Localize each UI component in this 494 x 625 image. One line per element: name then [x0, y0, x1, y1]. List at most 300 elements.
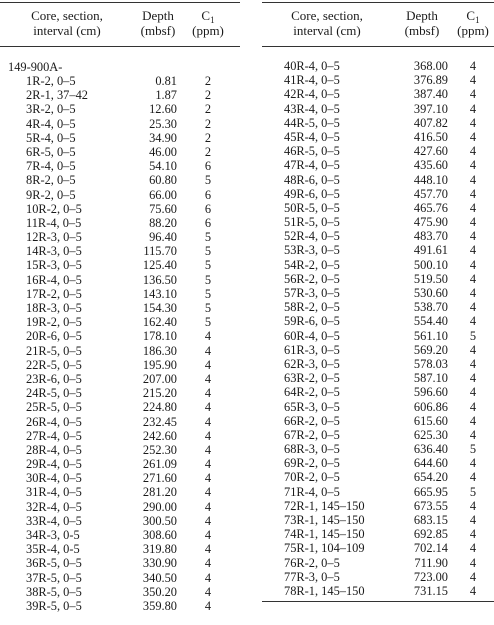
table-row — [262, 300, 494, 314]
core-cell: 43R-4, 0–5 — [284, 101, 340, 116]
c1-cell: 4 — [204, 598, 212, 613]
header-rule — [262, 46, 494, 47]
depth-cell: 271.60 — [142, 471, 177, 486]
table-row — [0, 471, 240, 485]
core-cell: 73R-1, 145–150 — [284, 513, 365, 527]
depth-cell: 615.60 — [413, 413, 448, 428]
depth-cell: 319.80 — [142, 542, 177, 557]
depth-cell: 232.45 — [142, 414, 177, 429]
c1-cell: 4 — [469, 470, 477, 485]
core-cell: 51R-5, 0–5 — [284, 215, 340, 230]
depth-cell: 376.89 — [413, 73, 448, 88]
core-cell: 61R-3, 0–5 — [284, 342, 340, 357]
depth-cell: 683.15 — [413, 513, 448, 527]
core-cell: 52R-4, 0–5 — [284, 229, 340, 244]
table-row — [262, 272, 494, 286]
c1-cell: 2 — [204, 74, 212, 88]
core-cell: 46R-5, 0–5 — [284, 144, 340, 159]
table-row — [0, 287, 240, 301]
c1-cell: 4 — [204, 457, 212, 472]
depth-cell: 178.10 — [142, 329, 177, 344]
table-row — [0, 301, 240, 315]
depth-cell: 281.20 — [142, 485, 177, 500]
core-cell: 40R-4, 0–5 — [284, 59, 340, 73]
table-row — [262, 229, 494, 243]
depth-cell: 554.40 — [413, 314, 448, 329]
depth-cell: 561.10 — [413, 328, 448, 343]
c1-cell: 4 — [204, 386, 212, 401]
depth-cell: 88.20 — [149, 215, 177, 230]
c1-cell: 4 — [204, 556, 212, 571]
core-cell: 42R-4, 0–5 — [284, 87, 340, 102]
core-cell: 48R-6, 0–5 — [284, 172, 340, 187]
depth-cell: 252.30 — [142, 442, 177, 457]
c1-header-line1: $C_1$ — [201, 8, 215, 25]
site-label: 149-900A- — [8, 60, 63, 74]
core-cell: 35R-4, 0-5 — [26, 542, 80, 557]
c1-cell: 4 — [204, 528, 212, 542]
table-row — [0, 216, 240, 230]
c1-cell: 4 — [469, 243, 477, 258]
depth-cell: 397.10 — [413, 101, 448, 116]
table-row — [0, 415, 240, 429]
core-cell: 76R-2, 0–5 — [284, 555, 340, 570]
depth-cell: 368.00 — [413, 59, 448, 73]
depth-header-line2: (mbsf) — [140, 23, 176, 38]
c1-cell: 4 — [204, 542, 212, 557]
c1-cell: 4 — [469, 399, 477, 414]
c1-cell: 4 — [469, 456, 477, 471]
core-cell: 23R-6, 0–5 — [26, 371, 82, 386]
c1-header-line2: (ppm) — [192, 23, 224, 38]
table-row — [0, 258, 240, 272]
depth-cell: 330.90 — [142, 556, 177, 571]
core-cell: 45R-4, 0–5 — [284, 129, 340, 144]
depth-cell: 491.61 — [413, 243, 448, 258]
depth-cell: 427.60 — [413, 144, 448, 159]
table-row — [0, 117, 240, 131]
c1-cell: 5 — [469, 442, 477, 457]
c1-cell: 4 — [469, 200, 477, 215]
table-row — [0, 358, 240, 372]
table-row — [262, 570, 494, 584]
core-cell: 78R-1, 145–150 — [284, 583, 365, 598]
depth-cell: 500.10 — [413, 257, 448, 272]
table-row — [262, 527, 494, 541]
c1-cell: 4 — [469, 385, 477, 400]
depth-cell: 407.82 — [413, 115, 448, 130]
depth-cell: 261.09 — [142, 457, 177, 472]
core-cell: 63R-2, 0–5 — [284, 371, 340, 386]
c1-cell: 4 — [469, 257, 477, 272]
c1-cell: 4 — [204, 343, 212, 358]
depth-header-line1: Depth — [406, 8, 438, 23]
core-cell: 77R-3, 0–5 — [284, 569, 340, 584]
bottom-rule — [262, 601, 494, 602]
depth-cell: 711.90 — [414, 555, 448, 570]
table-header — [262, 8, 494, 42]
depth-cell: 530.60 — [413, 286, 448, 300]
c1-cell: 4 — [469, 513, 477, 527]
depth-cell: 66.00 — [149, 187, 177, 202]
c1-cell: 4 — [469, 342, 477, 357]
core-cell: 21R-5, 0–5 — [26, 343, 82, 358]
right-rows — [262, 59, 494, 598]
depth-cell: 290.00 — [142, 499, 177, 514]
core-cell: 25R-5, 0–5 — [26, 400, 82, 415]
depth-cell: 308.60 — [142, 528, 177, 542]
left-rows — [0, 74, 240, 613]
c1-cell: 4 — [469, 427, 477, 442]
table-row — [262, 130, 494, 144]
c1-cell: 4 — [469, 215, 477, 230]
core-cell: 14R-3, 0–5 — [26, 244, 82, 259]
core-cell: 24R-5, 0–5 — [26, 386, 82, 401]
table-row — [0, 585, 240, 599]
table-row — [0, 159, 240, 173]
c1-cell: 4 — [469, 300, 477, 315]
table-row — [0, 131, 240, 145]
c1-cell: 2 — [204, 116, 212, 131]
top-rule — [262, 2, 494, 3]
table-header — [0, 8, 240, 42]
table-row — [0, 457, 240, 471]
c1-cell: 4 — [469, 229, 477, 244]
depth-cell: 136.50 — [142, 272, 177, 287]
depth-cell: 731.15 — [413, 583, 448, 598]
depth-cell: 350.20 — [142, 584, 177, 599]
core-cell: 67R-2, 0–5 — [284, 427, 340, 442]
header-rule — [0, 46, 240, 47]
depth-cell: 465.76 — [413, 200, 448, 215]
core-cell: 11R-4, 0–5 — [26, 215, 82, 230]
table-row — [262, 371, 494, 385]
table-row — [262, 541, 494, 555]
core-cell: 64R-2, 0–5 — [284, 385, 340, 400]
depth-cell: 448.10 — [413, 172, 448, 187]
table-row — [262, 442, 494, 456]
table-row — [262, 385, 494, 399]
depth-cell: 538.70 — [413, 300, 448, 315]
core-cell: 15R-3, 0–5 — [26, 258, 82, 273]
depth-cell: 125.40 — [142, 258, 177, 273]
core-cell: 66R-2, 0–5 — [284, 413, 340, 428]
depth-cell: 519.50 — [413, 271, 448, 286]
depth-cell: 186.30 — [142, 343, 177, 358]
table-row — [0, 400, 240, 414]
core-cell: 4R-4, 0–5 — [26, 116, 76, 131]
c1-header-line2: (ppm) — [457, 23, 489, 38]
c1-cell: 5 — [204, 230, 212, 245]
c1-cell: 4 — [469, 186, 477, 201]
depth-cell: 215.20 — [142, 386, 177, 401]
depth-header — [394, 8, 450, 38]
c1-cell: 5 — [204, 301, 212, 315]
core-cell: 72R-1, 145–150 — [284, 498, 365, 513]
top-rule — [0, 2, 240, 3]
depth-cell: 483.70 — [413, 229, 448, 244]
depth-cell: 207.00 — [142, 371, 177, 386]
core-cell: 62R-3, 0–5 — [284, 356, 340, 371]
core-header-line1: Core, section, — [291, 8, 363, 23]
c1-cell: 4 — [204, 329, 212, 344]
table-row — [0, 386, 240, 400]
c1-cell: 5 — [469, 328, 477, 343]
c1-cell: 2 — [204, 102, 212, 117]
depth-cell: 569.20 — [413, 342, 448, 357]
c1-cell: 6 — [204, 187, 212, 202]
table-row — [0, 599, 240, 613]
core-cell: 8R-2, 0–5 — [26, 173, 76, 188]
table-row — [262, 243, 494, 257]
c1-cell: 5 — [204, 286, 212, 301]
c1-cell: 4 — [204, 357, 212, 372]
core-cell: 56R-2, 0–5 — [284, 271, 340, 286]
table-row — [0, 244, 240, 258]
depth-cell: 154.30 — [142, 301, 177, 315]
core-cell: 34R-3, 0-5 — [26, 528, 80, 542]
c1-header — [186, 8, 230, 38]
core-header-line2: interval (cm) — [293, 23, 361, 38]
c1-cell: 2 — [204, 144, 212, 159]
depth-cell: 457.70 — [413, 186, 448, 201]
depth-cell: 587.10 — [413, 371, 448, 386]
c1-cell: 4 — [204, 485, 212, 500]
table-row — [0, 429, 240, 443]
c1-cell: 5 — [204, 258, 212, 273]
depth-cell: 596.60 — [413, 385, 448, 400]
table-row — [0, 500, 240, 514]
c1-cell: 5 — [469, 484, 477, 499]
depth-cell: 242.60 — [142, 428, 177, 443]
depth-header — [132, 8, 184, 38]
table-row — [0, 372, 240, 386]
depth-header-line2: (mbsf) — [404, 23, 440, 38]
table-row — [262, 428, 494, 442]
depth-cell: 162.40 — [142, 315, 177, 330]
c1-cell: 5 — [204, 272, 212, 287]
depth-cell: 96.40 — [149, 230, 177, 245]
table-row — [0, 542, 240, 556]
c1-cell: 4 — [469, 527, 477, 542]
table-row — [0, 102, 240, 116]
core-cell: 22R-5, 0–5 — [26, 357, 82, 372]
c1-cell: 4 — [204, 428, 212, 443]
table-row — [262, 584, 494, 598]
depth-cell: 435.60 — [413, 158, 448, 173]
core-cell: 30R-4, 0–5 — [26, 471, 82, 486]
core-cell: 53R-3, 0–5 — [284, 243, 340, 258]
table-row — [0, 344, 240, 358]
core-header — [274, 8, 380, 38]
depth-cell: 692.85 — [413, 527, 448, 542]
core-cell: 50R-5, 0–5 — [284, 200, 340, 215]
depth-cell: 665.95 — [413, 484, 448, 499]
core-cell: 9R-2, 0–5 — [26, 187, 76, 202]
c1-cell: 4 — [204, 499, 212, 514]
depth-cell: 625.30 — [413, 427, 448, 442]
table-row — [262, 470, 494, 484]
core-cell: 18R-3, 0–5 — [26, 301, 82, 315]
depth-cell: 654.20 — [413, 470, 448, 485]
core-cell: 10R-2, 0–5 — [26, 201, 82, 216]
table-row — [262, 343, 494, 357]
table-row — [262, 201, 494, 215]
depth-cell: 387.40 — [413, 87, 448, 102]
depth-cell: 25.30 — [149, 116, 177, 131]
c1-cell: 4 — [469, 144, 477, 159]
table-row — [262, 513, 494, 527]
table-row — [262, 286, 494, 300]
core-header-line1: Core, section, — [31, 8, 103, 23]
table-row — [0, 188, 240, 202]
core-cell: 60R-4, 0–5 — [284, 328, 340, 343]
depth-cell: 636.40 — [413, 442, 448, 457]
core-cell: 6R-5, 0–5 — [26, 144, 76, 159]
core-cell: 71R-4, 0–5 — [284, 484, 340, 499]
depth-cell: 0.81 — [155, 74, 177, 88]
core-cell: 5R-4, 0–5 — [26, 130, 76, 145]
table-row — [0, 74, 240, 88]
depth-cell: 34.90 — [149, 130, 177, 145]
core-cell: 20R-6, 0–5 — [26, 329, 82, 344]
c1-cell: 5 — [204, 173, 212, 188]
c1-cell: 6 — [204, 159, 212, 174]
depth-cell: 416.50 — [413, 129, 448, 144]
c1-cell: 4 — [469, 569, 477, 584]
core-cell: 26R-4, 0–5 — [26, 414, 82, 429]
depth-cell: 143.10 — [142, 286, 177, 301]
core-header — [12, 8, 122, 38]
table-row — [262, 73, 494, 87]
c1-cell: 4 — [204, 584, 212, 599]
depth-cell: 340.50 — [142, 570, 177, 585]
table-row — [262, 102, 494, 116]
core-cell: 17R-2, 0–5 — [26, 286, 82, 301]
depth-cell: 46.00 — [149, 144, 177, 159]
core-cell: 1R-2, 0–5 — [26, 74, 76, 88]
core-cell: 75R-1, 104–109 — [284, 541, 365, 556]
core-cell: 19R-2, 0–5 — [26, 315, 82, 330]
c1-cell: 4 — [469, 129, 477, 144]
table-row — [262, 414, 494, 428]
depth-cell: 195.90 — [142, 357, 177, 372]
c1-cell: 4 — [469, 172, 477, 187]
c1-cell: 4 — [204, 371, 212, 386]
core-cell: 59R-6, 0–5 — [284, 314, 340, 329]
core-cell: 68R-3, 0–5 — [284, 442, 340, 457]
table-row — [262, 87, 494, 101]
core-cell: 41R-4, 0–5 — [284, 73, 340, 88]
core-cell: 70R-2, 0–5 — [284, 470, 340, 485]
c1-cell: 4 — [204, 414, 212, 429]
c1-cell: 4 — [469, 555, 477, 570]
c1-cell: 4 — [469, 371, 477, 386]
core-cell: 44R-5, 0–5 — [284, 115, 340, 130]
table-row — [262, 400, 494, 414]
depth-cell: 75.60 — [149, 201, 177, 216]
core-cell: 27R-4, 0–5 — [26, 428, 82, 443]
table-row — [0, 230, 240, 244]
table-row — [0, 528, 240, 542]
depth-cell: 359.80 — [142, 598, 177, 613]
core-header-line2: interval (cm) — [33, 23, 101, 38]
depth-cell: 12.60 — [149, 102, 177, 117]
core-cell: 58R-2, 0–5 — [284, 300, 340, 315]
core-cell: 37R-5, 0–5 — [26, 570, 82, 585]
table-row — [262, 485, 494, 499]
depth-cell: 578.03 — [413, 356, 448, 371]
c1-cell: 4 — [469, 158, 477, 173]
depth-cell: 115.70 — [143, 244, 177, 259]
table-row — [262, 116, 494, 130]
c1-cell: 4 — [204, 442, 212, 457]
c1-cell: 4 — [469, 115, 477, 130]
table-row — [262, 187, 494, 201]
core-cell: 32R-4, 0–5 — [26, 499, 82, 514]
c1-cell: 4 — [469, 541, 477, 556]
c1-cell: 4 — [469, 73, 477, 88]
core-cell: 3R-2, 0–5 — [26, 102, 76, 117]
depth-cell: 702.14 — [413, 541, 448, 556]
table-row — [262, 456, 494, 470]
c1-cell: 5 — [204, 244, 212, 259]
table-row — [0, 556, 240, 570]
core-cell: 39R-5, 0–5 — [26, 598, 82, 613]
c1-cell: 6 — [204, 215, 212, 230]
core-cell: 74R-1, 145–150 — [284, 527, 365, 542]
core-cell: 33R-4, 0–5 — [26, 513, 82, 528]
table-row — [262, 258, 494, 272]
c1-cell: 4 — [469, 413, 477, 428]
depth-cell: 606.86 — [413, 399, 448, 414]
c1-cell: 4 — [469, 314, 477, 329]
table-row — [0, 571, 240, 585]
core-cell: 54R-2, 0–5 — [284, 257, 340, 272]
c1-cell: 2 — [204, 130, 212, 145]
c1-cell: 6 — [204, 201, 212, 216]
c1-cell: 4 — [469, 583, 477, 598]
depth-cell: 300.50 — [142, 513, 177, 528]
table-row — [262, 314, 494, 328]
core-cell: 47R-4, 0–5 — [284, 158, 340, 173]
core-cell: 49R-6, 0–5 — [284, 186, 340, 201]
table-row — [262, 59, 494, 73]
core-cell: 12R-3, 0–5 — [26, 230, 82, 245]
core-cell: 38R-5, 0–5 — [26, 584, 82, 599]
c1-header-line1: $C_1$ — [466, 8, 480, 25]
c1-cell: 4 — [204, 513, 212, 528]
c1-header — [452, 8, 494, 38]
c1-cell: 4 — [469, 286, 477, 300]
table-row — [0, 514, 240, 528]
table-row — [262, 215, 494, 229]
core-cell: 69R-2, 0–5 — [284, 456, 340, 471]
core-cell: 28R-4, 0–5 — [26, 442, 82, 457]
core-cell: 36R-5, 0–5 — [26, 556, 82, 571]
table-row — [0, 443, 240, 457]
table-row — [262, 499, 494, 513]
table-row — [0, 145, 240, 159]
depth-cell: 60.80 — [149, 173, 177, 188]
c1-cell: 4 — [469, 498, 477, 513]
table-row — [0, 202, 240, 216]
core-cell: 16R-4, 0–5 — [26, 272, 82, 287]
c1-cell: 4 — [469, 271, 477, 286]
c1-cell: 4 — [204, 471, 212, 486]
depth-cell: 673.55 — [413, 498, 448, 513]
core-cell: 31R-4, 0–5 — [26, 485, 82, 500]
